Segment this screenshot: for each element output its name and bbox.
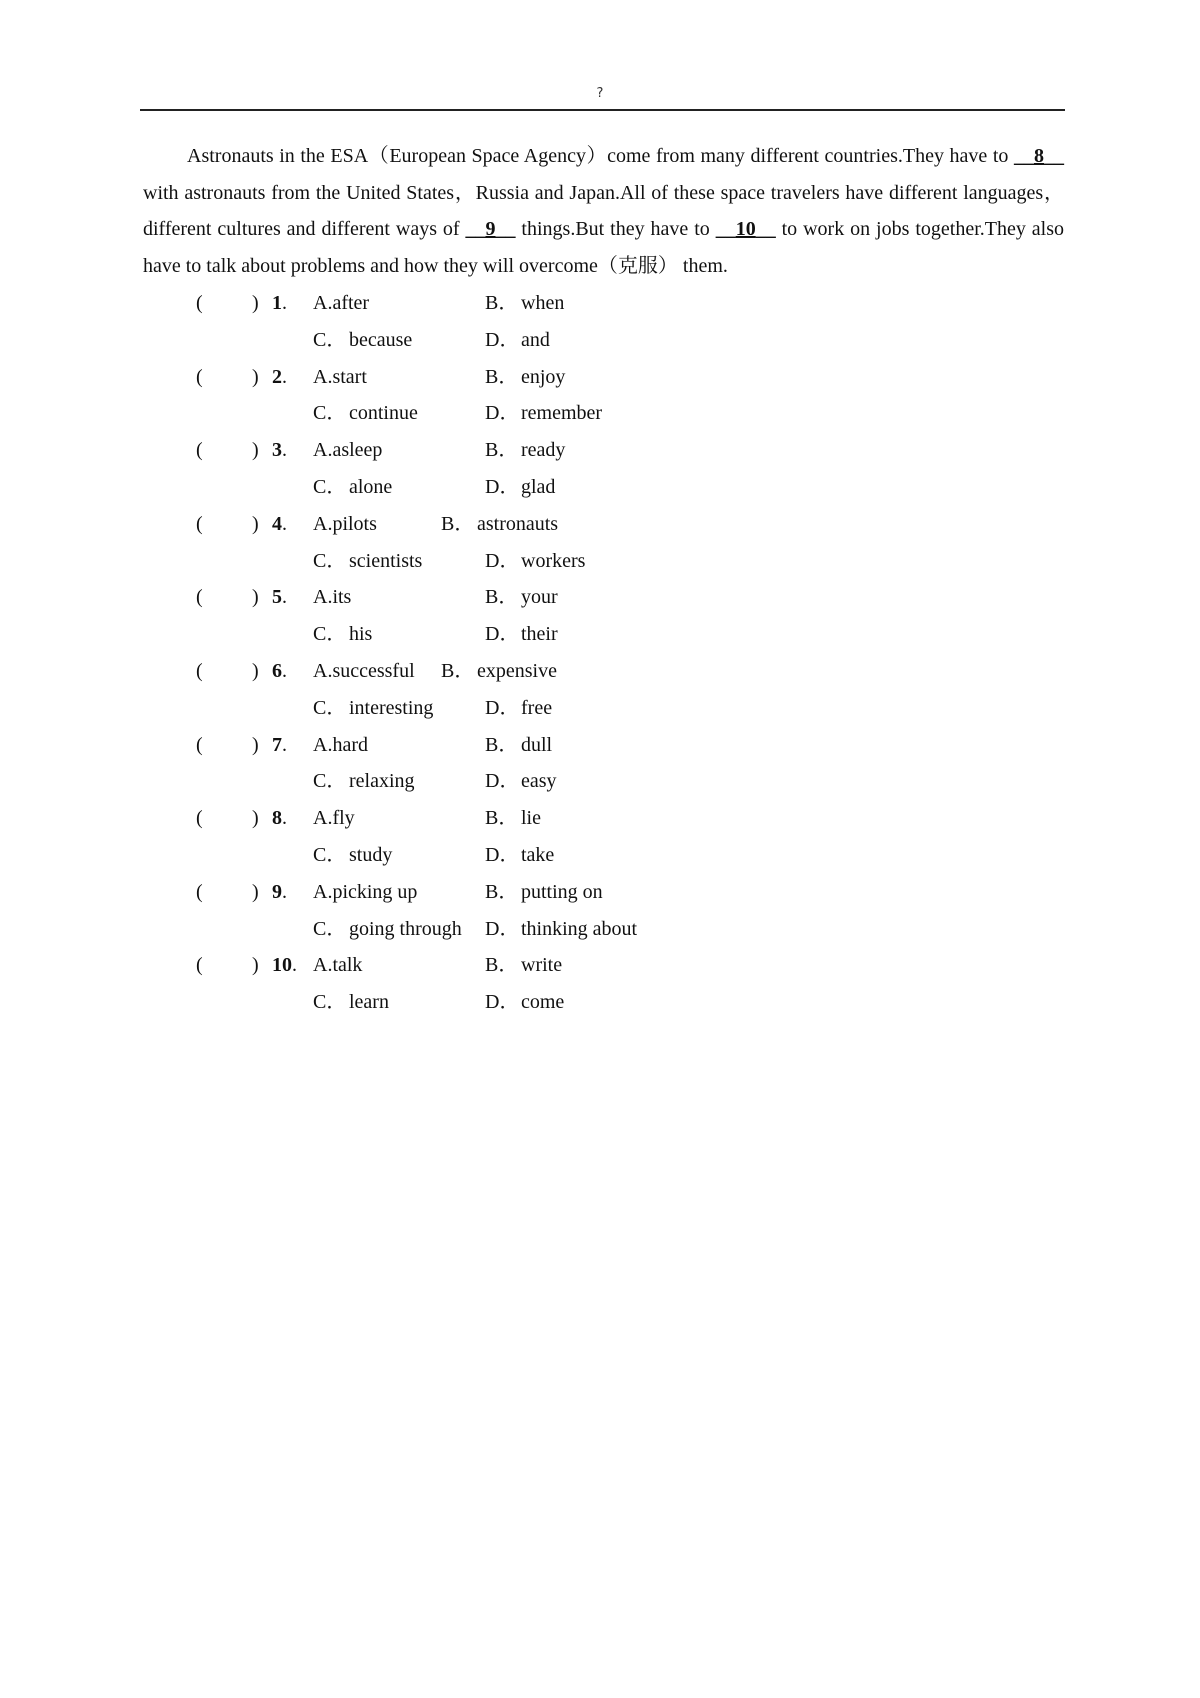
option-d: D．their xyxy=(485,623,558,646)
option-b: B． ready xyxy=(485,439,566,462)
option-b: B． astronauts xyxy=(441,512,559,535)
answer-paren-right: ) xyxy=(252,659,259,682)
option-d: D．remember xyxy=(485,402,603,425)
answer-paren-left: ( xyxy=(196,659,203,682)
option-a: A.pilots xyxy=(313,512,377,535)
option-c: C． learn xyxy=(313,991,389,1014)
answer-paren-left: ( xyxy=(196,733,203,756)
question-options-row xyxy=(0,837,800,874)
answer-paren-right: ) xyxy=(252,954,259,977)
question-number: 3. xyxy=(272,439,287,462)
page-header-mark: ? xyxy=(596,86,604,101)
answer-paren-left: ( xyxy=(196,880,203,903)
option-a: A.fly xyxy=(313,807,355,830)
option-c: C． alone xyxy=(313,475,393,498)
option-a: A.successful xyxy=(313,659,415,682)
option-c: C． going through xyxy=(313,917,462,940)
question-row xyxy=(0,947,800,984)
passage-text-1: Astronauts in the ESA（European Space Agency）come from many different countries.They have to xyxy=(187,145,1014,167)
passage-text-2: with astronauts from the United States，Russia and Japan.All of these space travelers have different languages，different cultures and different ways of xyxy=(143,181,1064,241)
option-b: B． enjoy xyxy=(485,365,566,388)
question-number: 6. xyxy=(272,659,287,682)
option-b: B． putting on xyxy=(485,880,603,903)
answer-paren-right: ) xyxy=(252,365,259,388)
question-options-row xyxy=(0,543,800,580)
question-options-row xyxy=(0,911,800,948)
answer-paren-right: ) xyxy=(252,512,259,535)
question-options-row xyxy=(0,322,800,359)
option-d: D．and xyxy=(485,328,550,351)
answer-paren-right: ) xyxy=(252,439,259,462)
question-row xyxy=(0,653,800,690)
question-number: 10. xyxy=(272,954,297,977)
question-number: 9. xyxy=(272,880,287,903)
option-a: A.start xyxy=(313,365,367,388)
option-d: D．easy xyxy=(485,770,557,793)
question-row xyxy=(0,359,800,396)
passage-text-4: to work on jobs together.They also have to talk about problems and how they will overcome（克服） them. xyxy=(143,218,1064,278)
question-row xyxy=(0,727,800,764)
option-c: C． because xyxy=(313,328,413,351)
option-d: D．glad xyxy=(485,475,556,498)
question-row xyxy=(0,506,800,543)
option-d: D．workers xyxy=(485,549,586,572)
question-number: 5. xyxy=(272,586,287,609)
question-options-row xyxy=(0,395,800,432)
option-b: B． expensive xyxy=(441,659,557,682)
option-c: C． his xyxy=(313,623,373,646)
blank-9: __9__ xyxy=(465,218,516,241)
answer-paren-right: ) xyxy=(252,880,259,903)
answer-paren-left: ( xyxy=(196,512,203,535)
option-a: A.talk xyxy=(313,954,363,977)
option-b: B． your xyxy=(485,586,558,609)
passage-text-3: things.But they have to xyxy=(515,218,716,241)
option-a: A.its xyxy=(313,586,352,609)
option-c: C． relaxing xyxy=(313,770,415,793)
option-b: B． dull xyxy=(485,733,553,756)
answer-paren-left: ( xyxy=(196,807,203,830)
option-b: B． write xyxy=(485,954,563,977)
header-rule xyxy=(140,109,1065,111)
blank-8: __8__ xyxy=(1014,145,1064,167)
option-d: D．come xyxy=(485,991,565,1014)
question-options-row xyxy=(0,616,800,653)
question-options-row xyxy=(0,763,800,800)
question-row xyxy=(0,285,800,322)
option-d: D．take xyxy=(485,843,555,866)
option-c: C． study xyxy=(313,843,393,866)
option-a: A.picking up xyxy=(313,880,418,903)
question-number: 2. xyxy=(272,365,287,388)
question-options-row xyxy=(0,469,800,506)
answer-paren-right: ) xyxy=(252,807,259,830)
question-row xyxy=(0,874,800,911)
question-number: 1. xyxy=(272,292,287,314)
option-c: C． continue xyxy=(313,402,418,425)
option-d: D．thinking about xyxy=(485,917,638,940)
question-number: 8. xyxy=(272,807,287,830)
option-b: B． lie xyxy=(485,807,541,830)
blank-10: __10__ xyxy=(715,218,776,241)
option-a: A.after xyxy=(313,292,370,314)
question-options-row xyxy=(0,690,800,727)
option-b: B． when xyxy=(485,292,565,314)
question-row xyxy=(0,579,800,616)
question-row xyxy=(0,800,800,837)
question-list xyxy=(0,285,800,1021)
option-c: C． scientists xyxy=(313,549,423,572)
answer-paren-left: ( xyxy=(196,439,203,462)
answer-paren-right: ) xyxy=(252,733,259,756)
question-options-row xyxy=(0,984,800,1021)
question-number: 7. xyxy=(272,733,287,756)
option-a: A.asleep xyxy=(313,439,383,462)
answer-paren-right: ) xyxy=(252,586,259,609)
option-d: D．free xyxy=(485,696,553,719)
answer-paren-left: ( xyxy=(196,954,203,977)
option-a: A.hard xyxy=(313,733,368,756)
answer-paren-left: ( xyxy=(196,586,203,609)
answer-paren-left: ( xyxy=(196,292,203,314)
question-row xyxy=(0,432,800,469)
option-c: C． interesting xyxy=(313,696,434,719)
answer-paren-right: ) xyxy=(252,292,259,314)
answer-paren-left: ( xyxy=(196,365,203,388)
cloze-passage xyxy=(143,138,1064,285)
question-number: 4. xyxy=(272,512,287,535)
